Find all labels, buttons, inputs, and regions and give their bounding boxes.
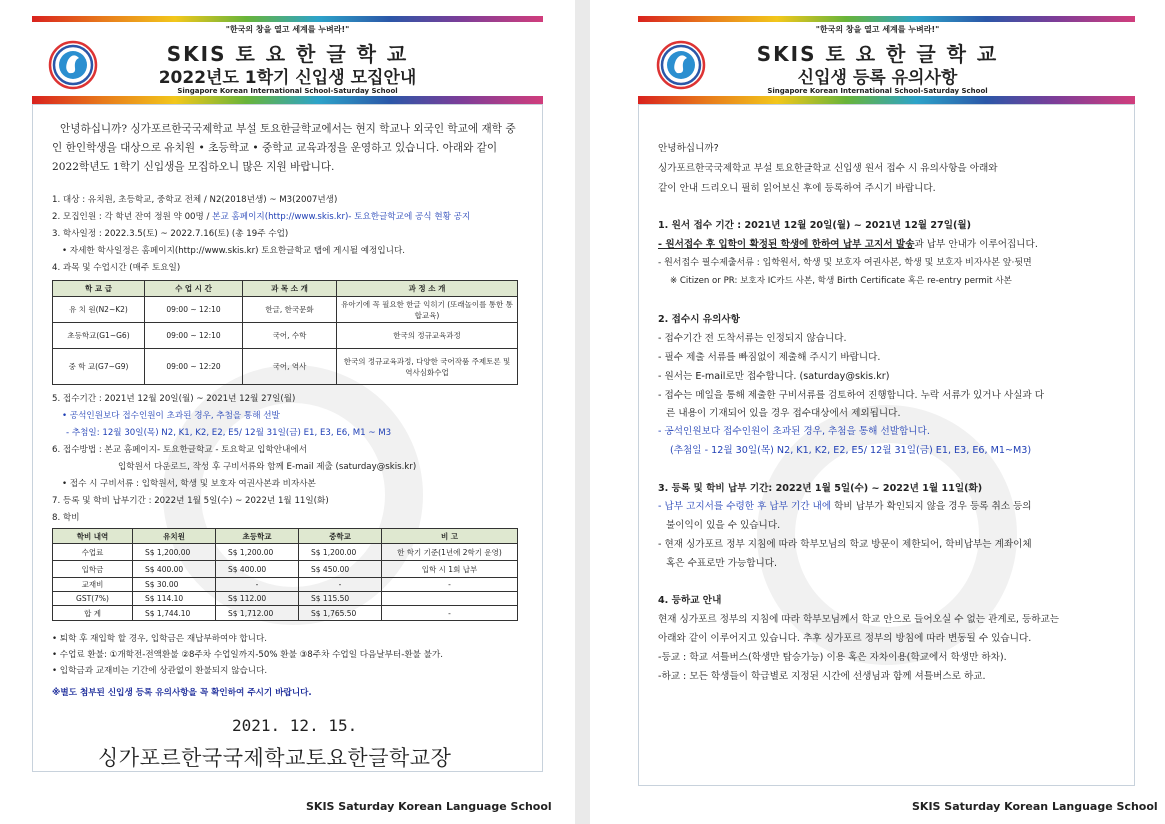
rainbow-bar	[32, 96, 543, 104]
item-schedule-note: • 자세한 학사일정은 홈페이지(http://www.skis.kr) 토요한글학교 탭에 게시될 예정입니다.	[62, 246, 405, 256]
table-cell: 입학 시 1회 납부	[382, 561, 518, 578]
table-header: 중학교	[299, 529, 382, 544]
intro-paragraph: 안녕하십니까? 싱가포르한국국제학교 부설 토요한글학교에서는 현지 학교나 외국인 학교에 재학 중인 한인학생을 대상으로 유치원 • 초등학교 • 중학교 교육과정을 운영하고 있습니다. 아래와 같이 2022학년도 1학기 신입생을 모집하오니 많은 지원 바랍니다.	[52, 123, 516, 173]
item-quota: 2. 모집인원 : 각 학년 잔여 정원 약 00명 / 본교 홈페이지(http://www.skis.kr)- 토요한글학교에 공식 현황 공지	[52, 212, 471, 222]
table-cell: 중 학 교(G7~G9)	[53, 349, 145, 385]
table-cell: 한국의 정규교육과정, 다양한 국어작품 주제토론 및 역사심화수업	[337, 349, 518, 385]
table-cell: 한국의 정규교육과정	[337, 323, 518, 349]
table-cell: 유아기에 꼭 필요한 한글 익히기 (또래놀이를 통한 통합교육)	[337, 297, 518, 323]
table-cell: 한글, 한국문화	[243, 297, 337, 323]
table-header: 과 목 소 개	[243, 281, 337, 297]
section-3-line-1: - 납부 고지서를 수령한 후 납부 기간 내에 학비 납부가 확인되지 않을 경우 등록 취소 등의	[658, 501, 1032, 512]
table-cell: 입학금	[53, 561, 133, 578]
item-method: 6. 접수방법 : 본교 홈페이지- 토요한글학교 - 토요학교 입학안내에서	[52, 445, 307, 455]
table-cell: 국어, 수학	[243, 323, 337, 349]
rainbow-bar-top	[32, 16, 543, 22]
greeting: 안녕하십니까?	[658, 143, 719, 154]
slogan: "한국의 창을 열고 세계를 누벼라!"	[815, 25, 940, 34]
table-cell: S$ 30.00	[133, 578, 216, 592]
section-2-line-4b: 른 내용이 기재되어 있을 경우 접수대상에서 제외됩니다.	[666, 408, 901, 419]
table-header: 과 정 소 개	[337, 281, 518, 297]
title-notice: 2022년도 1학기 신입생 모집안내	[158, 68, 417, 88]
table-cell: -	[382, 578, 518, 592]
page-recruitment-notice	[0, 0, 575, 824]
section-2-line-3: - 원서는 E-mail로만 접수합니다. (saturday@skis.kr)	[658, 371, 890, 382]
table-cell: 09:00 ~ 12:20	[145, 349, 243, 385]
rainbow-bar-top	[638, 16, 1135, 22]
table-row	[53, 349, 518, 385]
section-4-line-2: 아래와 같이 이루어지고 있습니다. 추후 싱가포르 정부의 방침에 따라 변동될 수 있습니다.	[658, 633, 1032, 644]
table-header: 학 교 급	[53, 281, 145, 297]
table-cell: GST(7%)	[53, 592, 133, 606]
item-target: 1. 대상 : 유치원, 초등학교, 중학교 전체 / N2(2018년생) ~ M3(2007년생)	[52, 195, 338, 205]
table-cell: S$ 400.00	[216, 561, 299, 578]
notice-attachment: ※별도 첨부된 신입생 등록 유의사항을 꼭 확인하여 주시기 바랍니다.	[52, 688, 312, 698]
title-school: SKIS 토 요 한 글 학 교	[166, 42, 409, 66]
table-header: 비 고	[382, 529, 518, 544]
item-subjects: 4. 과목 및 수업시간 (매주 토요일)	[52, 263, 181, 273]
table-cell: 교재비	[53, 578, 133, 592]
table-row	[53, 561, 518, 578]
table-header: 유치원	[133, 529, 216, 544]
section-2-line-1: - 접수기간 전 도착서류는 인정되지 않습니다.	[658, 333, 847, 344]
table-cell: -	[216, 578, 299, 592]
item-lottery-dates: - 추첨일: 12월 30일(목) N2, K1, K2, E2, E5/ 12월 31일(금) E1, E3, E6, M1 ~ M3	[66, 428, 392, 438]
title-notice: 신입생 등록 유의사항	[797, 68, 958, 88]
intro-line-1: 싱가포르한국국제학교 부설 토요한글학교 신입생 원서 접수 시 유의사항을 아래와	[658, 163, 998, 174]
note-readmission: • 퇴학 후 재입학 할 경우, 입학금은 재납부하여야 합니다.	[52, 634, 268, 644]
footer: SKIS Saturday Korean Language School	[912, 800, 1158, 813]
table-cell: S$ 112.00	[216, 592, 299, 606]
section-4-line-4: -하교 : 모든 학생들이 학급별로 지정된 시간에 선생님과 함께 셔틀버스로 하교.	[658, 671, 986, 682]
table-cell: 유 치 원(N2~K2)	[53, 297, 145, 323]
table-cell: -	[382, 606, 518, 621]
table-row	[53, 297, 518, 323]
section-3-line-2b: 혹은 수표로만 가능합니다.	[666, 558, 778, 569]
item-tuition: 8. 학비	[52, 513, 80, 523]
section-2-line-5: - 공석인원보다 접수인원이 초과된 경우, 추첨을 통해 선발합니다.	[658, 426, 930, 437]
section-4-line-1: 현재 싱가포르 정부의 지침에 따라 학부모님께서 학교 안으로 들어오실 수 없는 관계로, 등하교는	[658, 614, 1060, 625]
rainbow-bar	[638, 96, 1135, 104]
table-cell: S$ 400.00	[133, 561, 216, 578]
table-row	[53, 578, 518, 592]
table-cell: S$ 1,200.00	[299, 544, 382, 561]
table-cell: -	[299, 578, 382, 592]
school-english-name: Singapore Korean International School-Saturday School	[767, 87, 988, 95]
table-row	[53, 606, 518, 621]
item-registration-period: 7. 등록 및 학비 납부기간 : 2022년 1월 5일(수) ~ 2022년 1월 11일(화)	[52, 496, 329, 506]
table-header: 초등학교	[216, 529, 299, 544]
table-row	[53, 592, 518, 606]
table-header: 수 업 시 간	[145, 281, 243, 297]
table-cell: 국어, 역사	[243, 349, 337, 385]
table-cell: S$ 1,200.00	[133, 544, 216, 561]
table-row	[53, 544, 518, 561]
table-cell	[382, 592, 518, 606]
note-refund: • 수업료 환불: ①개학전-전액환불 ②8주차 수업일까지-50% 환불 ③8주차 수업일 다음날부터-환불 불가.	[52, 650, 444, 660]
section-1-line-3: ※ Citizen or PR: 보호자 IC카드 사본, 학생 Birth Certificate 혹은 re-entry permit 사본	[670, 276, 1012, 286]
section-3-line-2: - 현재 싱가포르 정부 지침에 따라 학부모님의 학교 방문이 제한되어, 학비납부는 계좌이체	[658, 539, 1032, 550]
footer: SKIS Saturday Korean Language School	[306, 800, 552, 813]
section-3-line-1b: 불이익이 있을 수 있습니다.	[666, 520, 781, 531]
section-2-line-2: - 필수 제출 서류를 빠짐없이 제출해 주시기 바랍니다.	[658, 352, 881, 363]
table-row	[53, 323, 518, 349]
table-cell: S$ 1,712.00	[216, 606, 299, 621]
table-cell: S$ 115.50	[299, 592, 382, 606]
section-2-title: 2. 접수시 유의사항	[658, 314, 740, 325]
table-cell: 초등학교(G1~G6)	[53, 323, 145, 349]
section-4-line-3: -등교 : 학교 셔틀버스(학생만 탑승가능) 이용 혹은 자차이용(학교에서 학생만 하차).	[658, 652, 1007, 663]
section-1-line-2: - 원서접수 필수제출서류 : 입학원서, 학생 및 보호자 여권사본, 학생 및 보호자 비자사본 앞·뒷면	[658, 258, 1032, 268]
principal-signature: 싱가포르한국국제학교토요한글학교장	[98, 746, 452, 770]
table-cell: 한 학기 기준(1년에 2학기 운영)	[382, 544, 518, 561]
section-2-line-4: - 접수는 메일을 통해 제출한 구비서류를 검토하여 진행합니다. 누락 서류가 있거나 사실과 다	[658, 390, 1045, 401]
table-header: 학비 내역	[53, 529, 133, 544]
item-method-detail: 입학원서 다운로드, 작성 후 구비서류와 함께 E-mail 제출 (saturday@skis.kr)	[118, 462, 417, 472]
item-application-period: 5. 접수기간 : 2021년 12월 20일(월) ~ 2021년 12월 27일(월)	[52, 394, 296, 404]
table-cell: 09:00 ~ 12:10	[145, 297, 243, 323]
item-documents: • 접수 시 구비서류 : 입학원서, 학생 및 보호자 여권사본과 비자사본	[62, 479, 316, 489]
note-nonrefundable: • 입학금과 교재비는 기간에 상관없이 환불되지 않습니다.	[52, 666, 268, 676]
intro-line-2: 같이 안내 드리오니 필히 읽어보신 후에 등록하여 주시기 바랍니다.	[658, 183, 936, 194]
section-1-title: 1. 원서 접수 기간 : 2021년 12월 20일(월) ~ 2021년 12월 27일(월)	[658, 220, 972, 231]
slogan: "한국의 창을 열고 세계를 누벼라!"	[225, 25, 350, 34]
section-2-line-6: (추첨일 - 12월 30일(목) N2, K1, K2, E2, E5/ 12월 31일(금) E1, E3, E6, M1~M3)	[670, 445, 1032, 456]
table-cell: 합 계	[53, 606, 133, 621]
subjects-table	[52, 280, 518, 385]
item-schedule: 3. 학사일정 : 2022.3.5(토) ~ 2022.7.16(토) (총 19주 수업)	[52, 229, 289, 239]
document-date: 2021. 12. 15.	[232, 716, 358, 735]
table-cell: S$ 1,744.10	[133, 606, 216, 621]
table-cell: 수업료	[53, 544, 133, 561]
table-cell: S$ 450.00	[299, 561, 382, 578]
table-cell: S$ 114.10	[133, 592, 216, 606]
table-cell: S$ 1,200.00	[216, 544, 299, 561]
section-3-title: 3. 등록 및 학비 납부 기간: 2022년 1월 5일(수) ~ 2022년 1월 11일(화)	[658, 483, 983, 494]
section-4-title: 4. 등하교 안내	[658, 595, 722, 606]
item-lottery-note: • 공석인원보다 접수인원이 초과된 경우, 추첨을 통해 선발	[62, 411, 280, 421]
table-cell: S$ 1,765.50	[299, 606, 382, 621]
table-cell: 09:00 ~ 12:10	[145, 323, 243, 349]
tuition-table	[52, 528, 518, 621]
school-english-name: Singapore Korean International School-Saturday School	[177, 87, 398, 95]
section-1-line-1: - 원서접수 후 입학이 확정된 학생에 한하여 납부 고지서 발송과 납부 안내가 이루어집니다.	[658, 239, 1038, 250]
page-registration-notes	[590, 0, 1165, 824]
title-school: SKIS 토 요 한 글 학 교	[756, 42, 999, 66]
page-gutter	[575, 0, 590, 824]
